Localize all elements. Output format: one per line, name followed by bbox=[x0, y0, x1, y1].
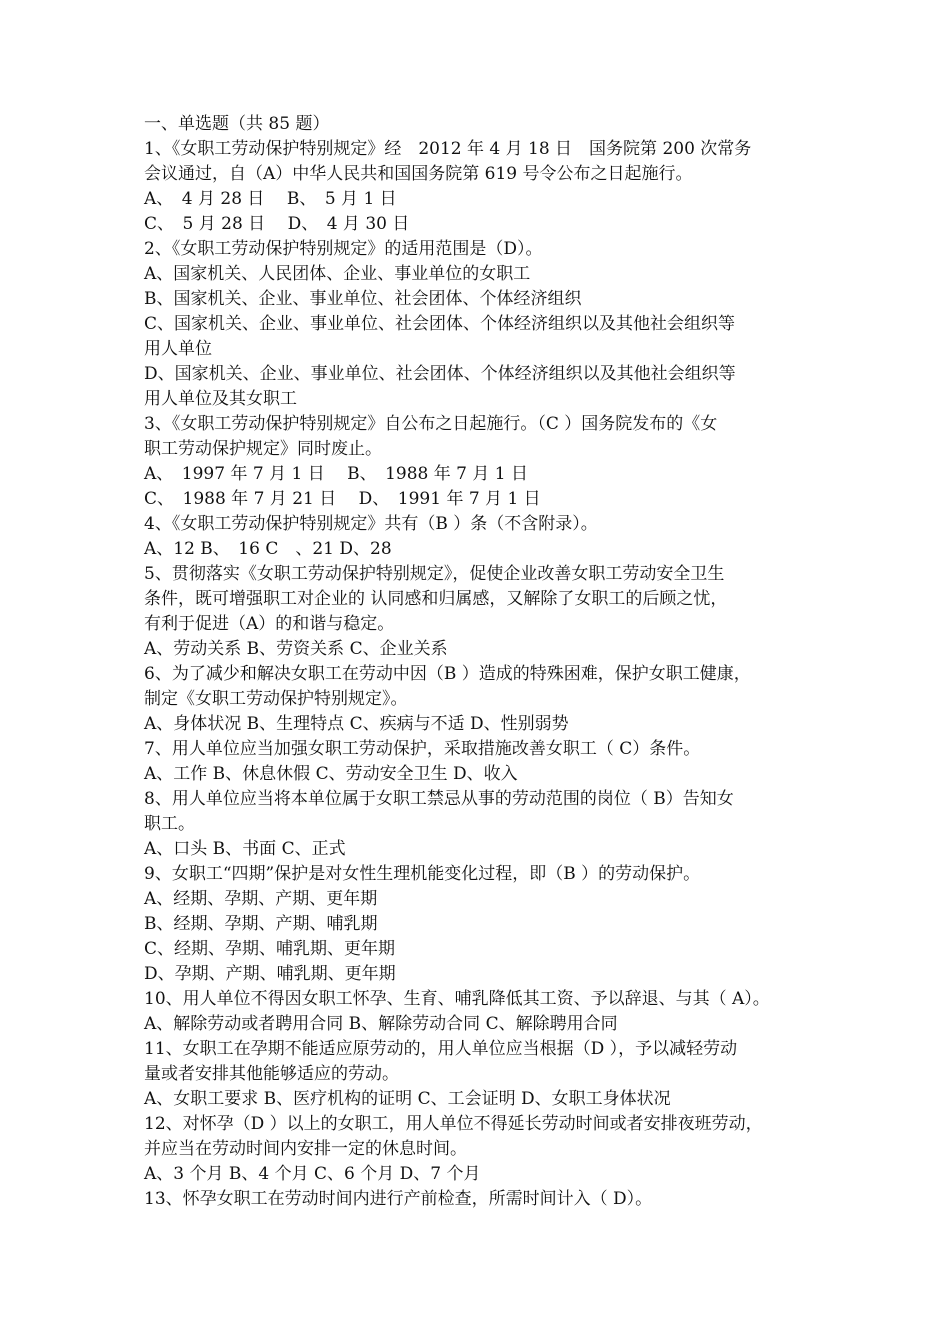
text-line: 8、用人单位应当将本单位属于女职工禁忌从事的劳动范围的岗位（ B）告知女 bbox=[144, 789, 734, 809]
text-line: A、经期、孕期、产期、更年期 bbox=[144, 889, 378, 909]
text-line: A、劳动关系 B、劳资关系 C、企业关系 bbox=[144, 639, 448, 659]
text-line: A、解除劳动或者聘用合同 B、解除劳动合同 C、解除聘用合同 bbox=[144, 1014, 618, 1034]
document-body bbox=[144, 112, 814, 1212]
text-line: 5、贯彻落实《女职工劳动保护特别规定》，促使企业改善女职工劳动安全卫生 bbox=[144, 564, 725, 584]
text-line: C、 5 月 28 日 D、 4 月 30 日 bbox=[144, 214, 410, 234]
text-line: 3、《女职工劳动保护特别规定》自公布之日起施行。（C ）国务院发布的《女 bbox=[144, 414, 718, 434]
text-line: 11、女职工在孕期不能适应原劳动的，用人单位应当根据（D ），予以减轻劳动 bbox=[144, 1039, 738, 1059]
text-line: 量或者安排其他能够适应的劳动。 bbox=[144, 1064, 399, 1084]
text-line: A、女职工要求 B、医疗机构的证明 C、工会证明 D、女职工身体状况 bbox=[144, 1089, 671, 1109]
text-line: C、国家机关、企业、事业单位、社会团体、个体经济组织以及其他社会组织等 bbox=[144, 314, 736, 334]
text-line: 9、女职工“四期”保护是对女性生理机能变化过程，即（B ）的劳动保护。 bbox=[144, 864, 701, 884]
text-line: 12、对怀孕（D ）以上的女职工，用人单位不得延长劳动时间或者安排夜班劳动， bbox=[144, 1114, 763, 1134]
text-line: A、3 个月 B、4 个月 C、6 个月 D、7 个月 bbox=[144, 1164, 481, 1184]
text-line: 并应当在劳动时间内安排一定的休息时间。 bbox=[144, 1139, 467, 1159]
text-line: A、口头 B、书面 C、正式 bbox=[144, 839, 346, 859]
text-line: B、经期、孕期、产期、哺乳期 bbox=[144, 914, 378, 934]
text-line: A、 1997 年 7 月 1 日 B、 1988 年 7 月 1 日 bbox=[144, 464, 529, 484]
text-line: 13、怀孕女职工在劳动时间内进行产前检查，所需时间计入（ D）。 bbox=[144, 1189, 653, 1209]
text-line: C、 1988 年 7 月 21 日 D、 1991 年 7 月 1 日 bbox=[144, 489, 541, 509]
text-line: 10、用人单位不得因女职工怀孕、生育、哺乳降低其工资、予以辞退、与其（ A）。 bbox=[144, 989, 770, 1009]
text-line: A、 4 月 28 日 B、 5 月 1 日 bbox=[144, 189, 397, 209]
text-line: 一、单选题（共 85 题） bbox=[144, 114, 330, 134]
text-line: 职工劳动保护规定》同时废止。 bbox=[144, 439, 382, 459]
text-line: A、身体状况 B、生理特点 C、疾病与不适 D、性别弱势 bbox=[144, 714, 569, 734]
text-line: C、经期、孕期、哺乳期、更年期 bbox=[144, 939, 396, 959]
text-line: D、孕期、产期、哺乳期、更年期 bbox=[144, 964, 396, 984]
text-line: 4、《女职工劳动保护特别规定》共有（B ）条（不含附录）。 bbox=[144, 514, 598, 534]
text-line: A、国家机关、人民团体、企业、事业单位的女职工 bbox=[144, 264, 531, 284]
text-line: 2、《女职工劳动保护特别规定》的适用范围是（D）。 bbox=[144, 239, 543, 259]
text-line: B、国家机关、企业、事业单位、社会团体、个体经济组织 bbox=[144, 289, 582, 309]
text-line: 职工。 bbox=[144, 814, 195, 834]
text-line: 会议通过，自（A）中华人民共和国国务院第 619 号令公布之日起施行。 bbox=[144, 164, 693, 184]
text-line: 6、为了减少和解决女职工在劳动中因（B ）造成的特殊困难，保护女职工健康， bbox=[144, 664, 751, 684]
text-line: D、国家机关、企业、事业单位、社会团体、个体经济组织以及其他社会组织等 bbox=[144, 364, 736, 384]
text-line: 制定《女职工劳动保护特别规定》。 bbox=[144, 689, 408, 709]
text-line: 1、《女职工劳动保护特别规定》经 2012 年 4 月 18 日 国务院第 200 次常务 bbox=[144, 139, 752, 159]
text-line: A、12 B、 16 C 、21 D、28 bbox=[144, 539, 392, 559]
text-line: 用人单位 bbox=[144, 339, 212, 359]
text-line: 用人单位及其女职工 bbox=[144, 389, 297, 409]
text-line: 条件，既可增强职工对企业的 认同感和归属感，又解除了女职工的后顾之忧， bbox=[144, 589, 728, 609]
text-line: 有利于促进（A）的和谐与稳定。 bbox=[144, 614, 395, 634]
text-line: A、工作 B、休息休假 C、劳动安全卫生 D、收入 bbox=[144, 764, 518, 784]
text-line: 7、用人单位应当加强女职工劳动保护，采取措施改善女职工（ C）条件。 bbox=[144, 739, 701, 759]
